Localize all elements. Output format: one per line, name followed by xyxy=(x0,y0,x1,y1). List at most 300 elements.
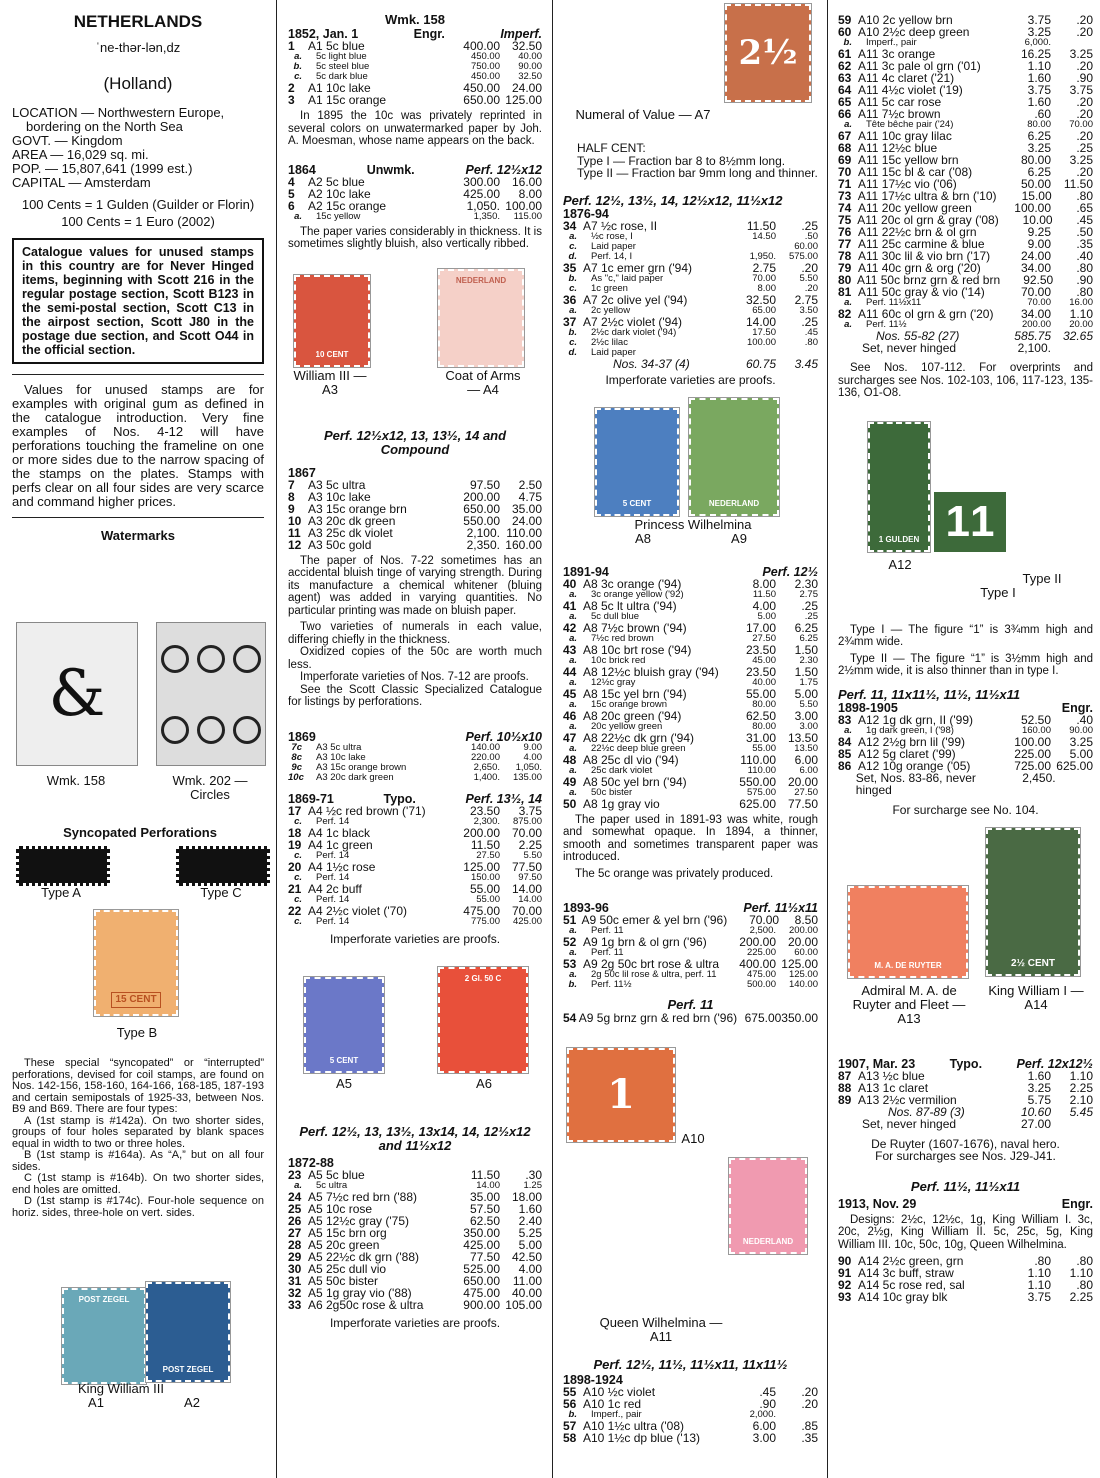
stamp-a14-image xyxy=(986,828,1080,976)
stamp-number: d. xyxy=(568,346,577,358)
stamp-used-value: 5.50 xyxy=(799,272,818,284)
stamp-row xyxy=(288,1215,542,1227)
stamp-number: 57 xyxy=(563,1419,577,1433)
stamp-used-value: 2.50 xyxy=(518,477,542,492)
stamp-used-value: .20 xyxy=(1076,129,1093,143)
stamp-row xyxy=(838,1094,1093,1106)
stamp-description: A11 15c bl & car ('08) xyxy=(858,165,973,179)
stamp-number: 4 xyxy=(288,174,295,189)
total-v1: 60.75 xyxy=(745,356,776,371)
stamp-unused-value: 200.00 xyxy=(463,825,500,840)
stamp-description: 50c bister xyxy=(591,786,633,798)
caption-a2-label: A2 xyxy=(184,1395,200,1410)
stamp-number: a. xyxy=(569,230,577,242)
type-b-caption: Type B xyxy=(116,1025,158,1040)
stamp-description: A8 50c yel brn ('94) xyxy=(583,774,687,789)
stamp-description: A10 1½c ultra ('08) xyxy=(583,1419,685,1433)
stamp-description: A5 5c blue xyxy=(308,1167,365,1182)
stamp-unused-value: 425.00 xyxy=(463,1237,500,1252)
stamp-description: A8 20c green ('94) xyxy=(583,708,682,723)
note-1852: In 1895 the 10c was privately reprinted in several colors on unwatermarked paper by Joh. A. Moesman, whose name appears on the back. xyxy=(288,110,542,147)
stamp-used-value: .20 xyxy=(801,1385,818,1399)
stamp-number: a. xyxy=(569,720,577,732)
stamp-description: A3 25c dk violet xyxy=(308,525,393,540)
stamp-used-value: .20 xyxy=(1076,59,1093,73)
stamp-unused-value: 11.50 xyxy=(746,218,776,233)
stamp-description: A10 1c red xyxy=(583,1397,642,1411)
stamp-used-value: 100.00 xyxy=(505,198,542,213)
stamp-number: 52 xyxy=(563,935,577,949)
stamp-unused-value: 23.50 xyxy=(745,664,776,679)
stamp-description: A4 1c black xyxy=(308,825,371,840)
syncopated-type-a-note: A (1st stamp is #142a). On two shorter sides, groups of four holes separated by blank spaces equal in width to two or three holes. xyxy=(12,1114,264,1150)
stamp-used-value: .30 xyxy=(525,1167,542,1182)
stamp-number: 45 xyxy=(563,686,577,701)
stamp-used-value: 1.60 xyxy=(518,1201,542,1216)
stamp-description: 7½c red brown xyxy=(591,632,654,644)
stamp-a13-image xyxy=(848,886,968,978)
stamp-description: A1 15c orange xyxy=(308,93,387,107)
stamp-unused-value: 450.00 xyxy=(470,71,500,82)
stamp-used-value: 875.00 xyxy=(512,815,542,827)
stamp-description: Perf. 11½x11 xyxy=(866,297,922,308)
stamp-used-value: .90 xyxy=(1076,273,1094,287)
stamp-text: NEDERLAND xyxy=(455,275,507,285)
currency-1: 100 Cents = 1 Gulden (Guilder or Florin) xyxy=(21,197,255,212)
stamp-used-value: .25 xyxy=(801,218,818,233)
stamp-number: 47 xyxy=(563,730,577,745)
stamp-description: A14 10c gray blk xyxy=(858,1290,948,1304)
stamp-description: A11 3c pale ol grn ('01) xyxy=(858,59,981,73)
stamp-used-value: 2.75 xyxy=(794,292,818,307)
stamp-used-value: .80 xyxy=(1076,285,1093,299)
stamp-description: A5 10c rose xyxy=(308,1201,373,1216)
type-1-numeral-image: 1 1 xyxy=(934,492,1006,552)
stamp-used-value: 1.10 xyxy=(1069,1266,1093,1280)
stamp-row xyxy=(288,1287,542,1299)
stamp-used-value: 2.25 xyxy=(518,837,542,852)
stamp-unused-value: 80.00 xyxy=(1020,153,1051,167)
stamp-unused-value: 5.75 xyxy=(1027,1092,1051,1107)
stamp-row xyxy=(838,1082,1093,1094)
wmk-heading: Wmk. 158 xyxy=(385,12,445,27)
stamp-unused-value: 775.00 xyxy=(470,915,500,927)
perf-1898-1905-heading: Perf. 11, 11x11½, 11½, 11½x11 xyxy=(838,686,1021,702)
stamp-unused-value: 55.00 xyxy=(745,686,776,701)
stamp-number: 28 xyxy=(288,1237,302,1252)
stamp-unused-value: 80.00 xyxy=(1027,119,1051,130)
stamp-used-value: 27.50 xyxy=(794,786,818,798)
stamp-used-value: 32.50 xyxy=(511,39,542,53)
stamp-used-value: .20 xyxy=(801,260,818,275)
stamp-description: A3 20c dark green xyxy=(316,771,394,783)
stamp-row xyxy=(288,1299,542,1311)
stamp-used-value: 1.10 xyxy=(1069,307,1093,321)
stamp-used-value: 3.00 xyxy=(799,720,818,732)
stamp-description: 20c yellow green xyxy=(591,720,663,732)
stamp-number: 1 xyxy=(288,39,295,53)
stamp-description: A5 20c green xyxy=(308,1237,380,1252)
stamp-description: A2 15c orange xyxy=(308,198,387,213)
issue-process: Engr. xyxy=(413,27,445,41)
listing-1869 xyxy=(288,743,542,783)
stamp-number: 42 xyxy=(563,620,577,635)
stamp-description: As "c," laid paper xyxy=(591,272,664,284)
stamp-number: 19 xyxy=(288,837,302,852)
stamp-field: 54 xyxy=(563,1011,577,1025)
stamp-unused-value: 62.50 xyxy=(469,1213,500,1228)
stamp-unused-value: 2,300. xyxy=(473,815,500,827)
stamp-used-value: 60.00 xyxy=(794,947,818,958)
type-a-caption: Type A xyxy=(41,885,81,900)
stamp-number: 12 xyxy=(288,537,302,552)
stamp-description: 5c dull blue xyxy=(591,610,640,622)
stamp-row xyxy=(563,754,818,766)
stamp-used-value: 77.50 xyxy=(511,859,542,874)
stamp-number: 8c xyxy=(291,751,302,763)
caption-a14: King William I — A14 xyxy=(988,982,1084,1012)
stamp-used-value: 9.00 xyxy=(523,741,542,753)
stamp-number: 62 xyxy=(838,59,852,73)
issue-process: Typo. xyxy=(949,1056,983,1071)
issue-perf: Perf. 12½x12 xyxy=(465,162,542,177)
stamp-description: A8 12½c bluish gray ('94) xyxy=(583,664,719,679)
stamp-used-value: 70.00 xyxy=(1069,119,1093,130)
stamp-used-value: 70.00 xyxy=(511,825,542,840)
stamp-unused-value: 80.00 xyxy=(752,720,776,732)
stamp-description: Perf. 11 xyxy=(591,947,624,958)
stamp-used-value: 16.00 xyxy=(1069,297,1093,308)
listing-1869-71 xyxy=(288,805,542,927)
stamp-unused-value: 425.00 xyxy=(463,186,500,201)
stamp-description: 12½c gray xyxy=(591,676,636,688)
type-a-perf-image xyxy=(16,846,110,886)
variety-row xyxy=(563,700,818,710)
type-c-caption: Type C xyxy=(200,885,242,900)
stamp-unused-value: 2,000. xyxy=(749,1409,776,1420)
stamp-a1-image xyxy=(62,1288,146,1384)
issue-year: 1898-1905 xyxy=(838,700,898,715)
stamp-number: a. xyxy=(569,698,577,710)
never-hinged-label: Set, never hinged xyxy=(862,1116,957,1131)
stamp-used-value: 1.10 xyxy=(1069,1068,1093,1083)
stamp-row xyxy=(288,1251,542,1263)
stamp-value-text: 1 xyxy=(607,1071,635,1118)
stamp-description: A4 2c buff xyxy=(308,881,362,896)
stamp-row xyxy=(288,200,542,212)
stamp-unused-value: 1.60 xyxy=(1027,1068,1051,1083)
issue-year: 1898-1924 xyxy=(563,1373,623,1387)
issue-process: Engr. xyxy=(1061,1196,1093,1211)
stamp-unused-value: 70.00 xyxy=(749,913,780,927)
stamp-description: A1 5c blue xyxy=(308,39,365,53)
stamps-a3-a4 xyxy=(288,261,542,421)
stamp-unused-value: 650.00 xyxy=(463,93,500,107)
stamp-used-value: 2.25 xyxy=(1069,1290,1093,1304)
stamp-unused-value: 27.50 xyxy=(476,849,500,861)
issue-year: 1864 xyxy=(288,162,316,177)
stamp-unused-value: 400.00 xyxy=(463,39,500,53)
stamp-number: a. xyxy=(569,742,577,754)
stamp-unused-value: 300.00 xyxy=(463,174,500,189)
stamp-unused-value: 70.00 xyxy=(1020,285,1051,299)
variety-row xyxy=(563,744,818,754)
stamp-number: 49 xyxy=(563,774,577,789)
stamp-used-value: 24.00 xyxy=(511,81,542,95)
stamp-description: A5 15c brn org xyxy=(308,1225,387,1240)
column-4 xyxy=(838,0,1093,1478)
perf-11-heading: Perf. 11 xyxy=(667,997,714,1012)
variety-row xyxy=(288,753,542,763)
variety-row xyxy=(563,634,818,644)
stamp-unused-value: 5.00 xyxy=(757,610,776,622)
surcharge-note: For surcharge see No. 104. xyxy=(892,802,1039,817)
stamp-description: A7 2½c violet ('94) xyxy=(583,314,683,329)
see-note: See Nos. 107-112. For overprints and surcharges see Nos. 102-103, 106, 117-123, 135-136, O1-O8. xyxy=(838,362,1093,399)
stamp-row xyxy=(563,262,818,274)
variety-row xyxy=(563,590,818,600)
stamp-description: A2 5c blue xyxy=(308,174,365,189)
stamp-row xyxy=(288,1227,542,1239)
stamp-description: A10 1½c dp blue ('13) xyxy=(583,1431,701,1445)
listing-1893-96 xyxy=(563,914,818,990)
variety-row xyxy=(288,851,542,861)
stamp-description: A14 2½c green, grn xyxy=(858,1254,964,1268)
stamp-number: c. xyxy=(294,915,302,927)
stamp-unused-value: 125.00 xyxy=(463,859,500,874)
note-1867-imperf: Imperforate varieties of Nos. 7-12 are proofs. xyxy=(300,671,529,683)
never-hinged-value: 2,450. xyxy=(1022,770,1056,785)
stamp-number: c. xyxy=(294,815,302,827)
stamp-description: A11 22½c brn & ol grn xyxy=(858,225,977,239)
stamp-a6-image xyxy=(438,967,528,1073)
stamp-unused-value: 110.00 xyxy=(747,764,776,776)
stamp-unused-value: 57.50 xyxy=(469,1201,500,1216)
stamp-used-value: 1.25 xyxy=(523,1179,542,1191)
stamp-number: 6 xyxy=(288,198,295,213)
listing-1913 xyxy=(838,1255,1093,1303)
stamp-unused-value: 110.00 xyxy=(740,752,776,767)
note-1891-paper: The paper used in 1891-93 was white, rough and somewhat opaque. In 1894, a thinner, smooth and sometimes transparent paper was introduced. xyxy=(563,813,818,863)
stamp-row xyxy=(288,503,542,515)
caption-a7: Numeral of Value — A7 xyxy=(575,107,711,122)
stamp-unused-value: 15.00 xyxy=(1021,189,1052,203)
stamp-unused-value: 55.00 xyxy=(469,881,500,896)
stamp-number: 44 xyxy=(563,664,577,679)
wmk-158-caption: Wmk. 158 xyxy=(46,773,106,788)
stamp-unused-value: 3.25 xyxy=(1027,25,1051,39)
stamp-row xyxy=(288,839,542,851)
stamp-description: A11 15c yellow brn xyxy=(858,153,959,167)
stamp-description: A11 4½c violet ('19) xyxy=(858,83,963,97)
stamp-number: c. xyxy=(294,893,302,905)
stamp-number: 55 xyxy=(563,1385,577,1399)
stamp-description: Perf. 14 xyxy=(316,815,350,827)
stamp-number: 71 xyxy=(838,177,852,191)
stamp-number: 73 xyxy=(838,189,852,203)
stamp-number: 48 xyxy=(563,752,577,767)
values-note: Values for unused stamps are for examples with original gum as defined in the catalogue introduction. Very fine examples of Nos. 4-12 will have perforations touching the frameline on one or more sides due to the narrow spacing of the stamps on the plates. Stamps with perfs clear on all four sides are very scarce and command higher prices. xyxy=(12,382,264,509)
issue-year: 1893-96 xyxy=(563,901,609,915)
stamp-number: c. xyxy=(294,871,302,883)
stamp-row xyxy=(563,776,818,788)
stamp-used-value: 11.00 xyxy=(512,1273,542,1288)
stamp-unused-value: 225.00 xyxy=(746,947,776,958)
issue-heading xyxy=(288,1157,542,1169)
stamp-unused-value: 1,950. xyxy=(749,250,776,262)
stamp-unused-value: 220.00 xyxy=(470,751,500,763)
syncopated-type-d-note: D (1st stamp is #174c). Four-hole sequence on horiz. sides, three-hole on vert. sides. xyxy=(12,1195,264,1219)
stamp-number: 26 xyxy=(288,1213,302,1228)
stamp-unused-value: 23.50 xyxy=(469,803,500,818)
caption-a5: A5 xyxy=(336,1075,352,1091)
stamp-description: 15c yellow xyxy=(316,210,361,222)
stamp-description: A5 50c bister xyxy=(308,1273,379,1288)
stamp-description: A9 2g 50c brt rose & ultra xyxy=(583,957,720,971)
stamp-description: A13 1c claret xyxy=(858,1080,929,1095)
stamp-row xyxy=(288,1169,542,1181)
stamp-unused-value: 450.00 xyxy=(463,81,500,95)
variety-row xyxy=(563,612,818,622)
stamp-used-value: .65 xyxy=(1076,201,1093,215)
stamp-description: A7 ½c rose, II xyxy=(583,218,658,233)
stamp-unused-value: 650.00 xyxy=(463,1273,500,1288)
stamp-row xyxy=(838,1070,1093,1082)
stamp-used-value: .25 xyxy=(801,314,818,329)
listing-1898-1924 xyxy=(563,1386,818,1444)
stamp-description: 5c ultra xyxy=(316,1179,348,1191)
stamp-description: Perf. 11½ xyxy=(866,319,907,330)
stamp-number: a. xyxy=(569,925,577,936)
stamp-number: 11 xyxy=(288,525,301,540)
stamp-description: A8 25c dl vio ('94) xyxy=(583,752,679,767)
ampersand-horn-icon: & xyxy=(48,657,106,731)
stamp-used-value: 6.25 xyxy=(794,620,818,635)
listing-1867 xyxy=(288,479,542,551)
variety-row xyxy=(288,895,542,905)
stamp-number: b. xyxy=(568,326,577,338)
stamp-row xyxy=(838,748,1093,760)
listing-54 xyxy=(563,1012,818,1024)
circle-icon xyxy=(233,645,261,673)
stamp-unused-value: 750.00 xyxy=(470,61,500,72)
listing-1864 xyxy=(288,176,542,222)
note-1867-classic: See the Scott Classic Specialized Catalogue for listings by perforations. xyxy=(288,683,542,708)
caption-a9: A9 xyxy=(731,530,747,546)
stamps-a5-a6 xyxy=(288,967,542,1117)
stamps-a10-a11 xyxy=(563,1044,818,1254)
stamp-unused-value: 525.00 xyxy=(463,1261,500,1276)
stamp-description: A11 5c car rose xyxy=(858,95,942,109)
stamp-description: A4 ½c red brown ('71) xyxy=(308,803,426,818)
note-1869-71: Imperforate varieties are proofs. xyxy=(329,931,501,946)
stamp-unused-value: .60 xyxy=(1034,107,1051,121)
stamp-description: A5 22½c dk grn ('88) xyxy=(308,1249,420,1264)
stamp-text: NEDERLAND xyxy=(708,498,760,508)
stamp-number: 50 xyxy=(563,796,577,811)
stamp-a12-block xyxy=(838,422,1093,618)
variety-row xyxy=(563,252,818,262)
stamp-number: 67 xyxy=(838,129,852,143)
stamp-field: 675.00 xyxy=(744,1011,782,1025)
stamp-number: 31 xyxy=(288,1273,302,1288)
variety-row xyxy=(563,328,818,338)
stamp-unused-value: 3.75 xyxy=(1027,13,1051,27)
wmk-158-image xyxy=(16,622,138,766)
stamp-number: 3 xyxy=(288,93,295,107)
stamp-used-value: .25 xyxy=(1076,141,1093,155)
type-2-description: Type II — The figure “1” is 3½mm high and 2½mm wide, it is also thinner than in type I. xyxy=(838,652,1093,677)
stamp-used-value: 14.00 xyxy=(511,881,542,896)
stamp-text: 2½ CENT xyxy=(1011,957,1055,969)
stamp-text: POST ZEGEL xyxy=(78,1295,130,1304)
stamp-number: 22 xyxy=(288,903,302,918)
never-hinged-value: 27.00 xyxy=(1020,1116,1051,1131)
stamp-number: 36 xyxy=(563,292,577,307)
stamp-row xyxy=(288,883,542,895)
stamp-unused-value: 475.00 xyxy=(746,969,776,980)
stamp-unused-value: 10.00 xyxy=(1022,213,1053,227)
stamp-a7-image xyxy=(725,4,811,102)
listing-1876-94 xyxy=(563,220,818,358)
issue-year: 1869-71 xyxy=(288,791,334,806)
column-rule xyxy=(552,0,553,1478)
caption-type-2: Type II xyxy=(1022,570,1062,586)
stamp-description: A3 5c ultra xyxy=(308,477,366,492)
stamp-unused-value: 160.00 xyxy=(1021,724,1051,736)
stamp-unused-value: 11.50 xyxy=(752,588,776,600)
stamp-description: A8 10c brt rose ('94) xyxy=(583,642,692,657)
stamp-description: A8 15c yel brn ('94) xyxy=(583,686,687,701)
stamp-description: 5c light blue xyxy=(316,51,367,62)
stamp-used-value: 1.75 xyxy=(799,676,818,688)
stamp-text: 5 CENT xyxy=(622,498,652,508)
stamp-number: c. xyxy=(294,71,302,82)
stamp-used-value: 60.00 xyxy=(794,240,818,252)
stamp-unused-value: 45.00 xyxy=(752,654,776,666)
stamp-unused-value: 52.50 xyxy=(1020,712,1051,727)
half-cent-title: HALF CENT: xyxy=(577,141,646,155)
fact-area: AREA — 16,029 sq. mi. xyxy=(12,147,149,162)
issue-process: Typo. xyxy=(383,791,416,806)
stamp-number: 83 xyxy=(838,712,852,727)
listing-1898-block xyxy=(563,1358,818,1444)
stamp-row xyxy=(563,666,818,678)
caption-a10: A10 xyxy=(681,1131,705,1146)
stamp-row xyxy=(288,805,542,817)
stamp-row xyxy=(563,220,818,232)
half-cent-type2: Type II — Fraction bar 9mm long and thinner. xyxy=(577,166,818,180)
stamp-a5-image xyxy=(304,977,384,1073)
stamp-unused-value: 3.25 xyxy=(1027,1080,1051,1095)
stamp-number: 21 xyxy=(288,881,302,896)
stamp-used-value: 20.00 xyxy=(787,935,818,949)
stamp-text: POST ZEGEL xyxy=(162,1365,214,1374)
stamp-number: a. xyxy=(844,319,852,330)
caption-a1-label: A1 xyxy=(88,1395,104,1410)
note-1867-numerals: Two varieties of numerals in each value, differing chiefly in the thickness. xyxy=(288,621,542,646)
stamp-description: A5 7½c red brn ('88) xyxy=(308,1189,418,1204)
stamp-unused-value: 24.00 xyxy=(1020,249,1051,263)
stamp-description: A8 3c orange ('94) xyxy=(583,576,682,591)
stamp-unused-value: 4.00 xyxy=(752,598,776,613)
variety-row xyxy=(288,873,542,883)
stamp-used-value: .45 xyxy=(1076,213,1093,227)
stamp-unused-value: 500.00 xyxy=(746,979,776,990)
stamp-number: a. xyxy=(844,297,852,308)
stamp-number: 5 xyxy=(288,186,295,201)
stamp-used-value: 125.00 xyxy=(781,957,818,971)
